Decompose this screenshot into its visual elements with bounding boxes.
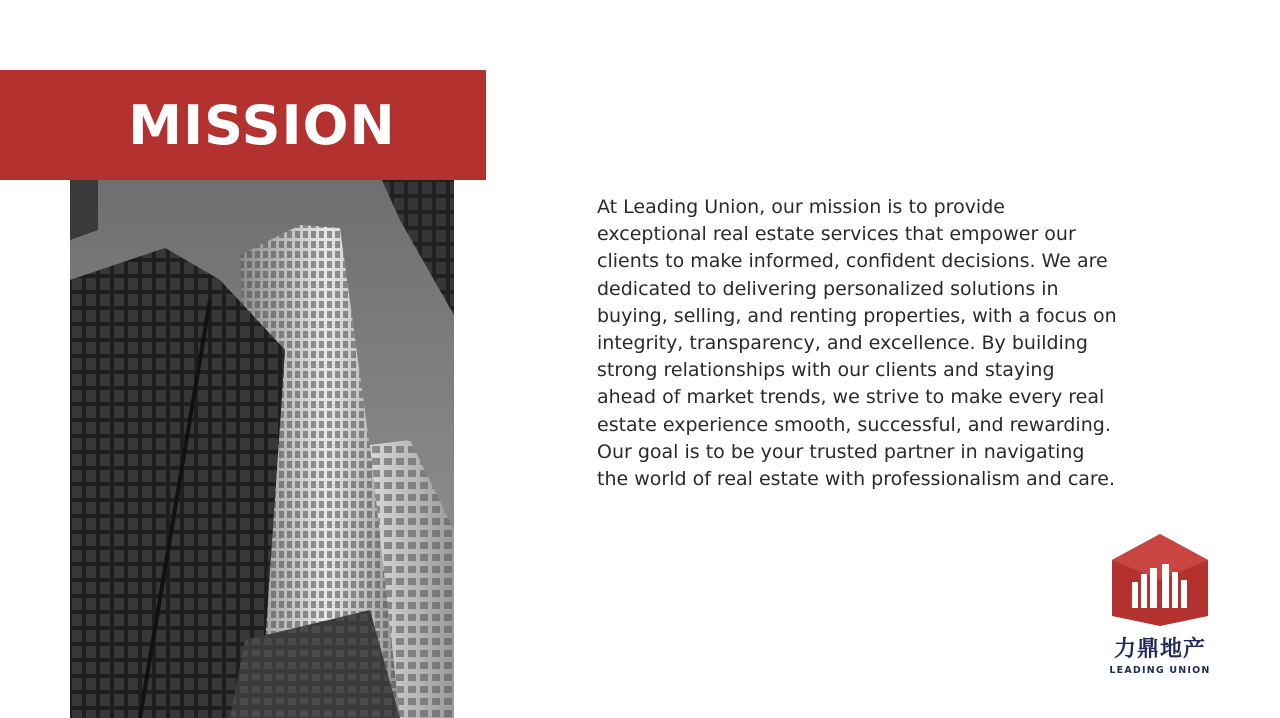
mission-statement: At Leading Union, our mission is to provide exceptional real estate services that empower our clients to make informed, confident decisions. We are dedicated to delivering personalized solutions in buying, selling, and renting properties, with a focus on integrity, transparency, and excellence. By building strong relationships with our clients and staying ahead of market trends, we strive to make every real estate experience smooth, successful, and rewarding. Our goal is to be your trusted partner in navigating the world of real estate with professionalism and care. (597, 196, 1117, 491)
building-hexagon-icon (1108, 532, 1212, 628)
slide-title: MISSION (128, 93, 396, 157)
logo-english-name: LEADING UNION (1109, 665, 1211, 676)
title-banner (0, 70, 486, 180)
logo-chinese-name: 力鼎地产 (1113, 637, 1206, 662)
skyscraper-photo (70, 180, 454, 718)
company-logo (1104, 532, 1216, 682)
